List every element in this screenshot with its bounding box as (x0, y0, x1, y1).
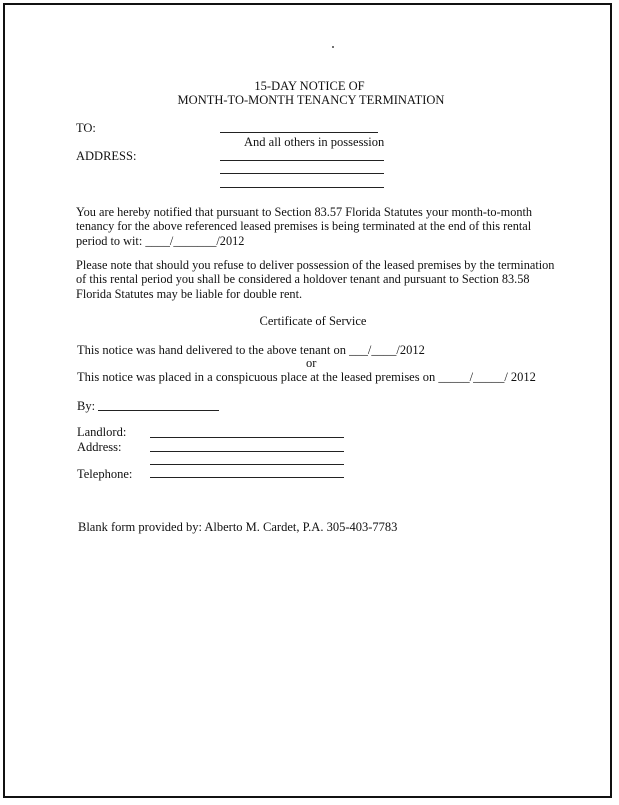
to-name-line[interactable] (220, 132, 378, 133)
notice-paragraph: You are hereby notified that pursuant to Section 83.57 Florida Statutes your month-to-month tenancy for the above referenced leased premises is being terminated at the end of this rental period to wit: ____/_______/2012 (76, 205, 533, 248)
to-label: TO: (76, 121, 96, 135)
hand-delivered-line: This notice was hand delivered to the above tenant on ___/____/2012 (77, 343, 425, 357)
address-line-2[interactable] (220, 173, 384, 174)
address-line-3[interactable] (220, 187, 384, 188)
conspicuous-line: This notice was placed in a conspicuous place at the leased premises on _____/_____/ 2012 (77, 370, 536, 384)
holdover-paragraph: Please note that should you refuse to deliver possession of the leased premises by the termination of this rental period you shall be considered a holdover tenant and pursuant to Section 83.58 Florida Statutes may be liable for double rent. (76, 258, 555, 301)
landlord-line[interactable] (150, 437, 344, 438)
by-signature-line[interactable] (98, 410, 219, 411)
or-text: or (306, 356, 317, 370)
certificate-heading: Certificate of Service (259, 314, 367, 328)
title-line-2: MONTH-TO-MONTH TENANCY TERMINATION (177, 93, 445, 107)
landlord-address-line-1[interactable] (150, 451, 344, 452)
scan-speck (332, 46, 334, 48)
telephone-label: Telephone: (77, 467, 133, 481)
address-label: ADDRESS: (76, 149, 137, 163)
telephone-line[interactable] (150, 477, 344, 478)
provided-by-text: Blank form provided by: Alberto M. Cardet, P.A. 305-403-7783 (78, 520, 398, 534)
landlord-label: Landlord: (77, 425, 127, 439)
landlord-address-line-2[interactable] (150, 464, 344, 465)
landlord-address-label: Address: (77, 440, 122, 454)
title-line-1: 15-DAY NOTICE OF (254, 79, 365, 93)
address-line-1[interactable] (220, 160, 384, 161)
others-in-possession-text: And all others in possession (244, 135, 385, 149)
by-label: By: (77, 399, 96, 413)
